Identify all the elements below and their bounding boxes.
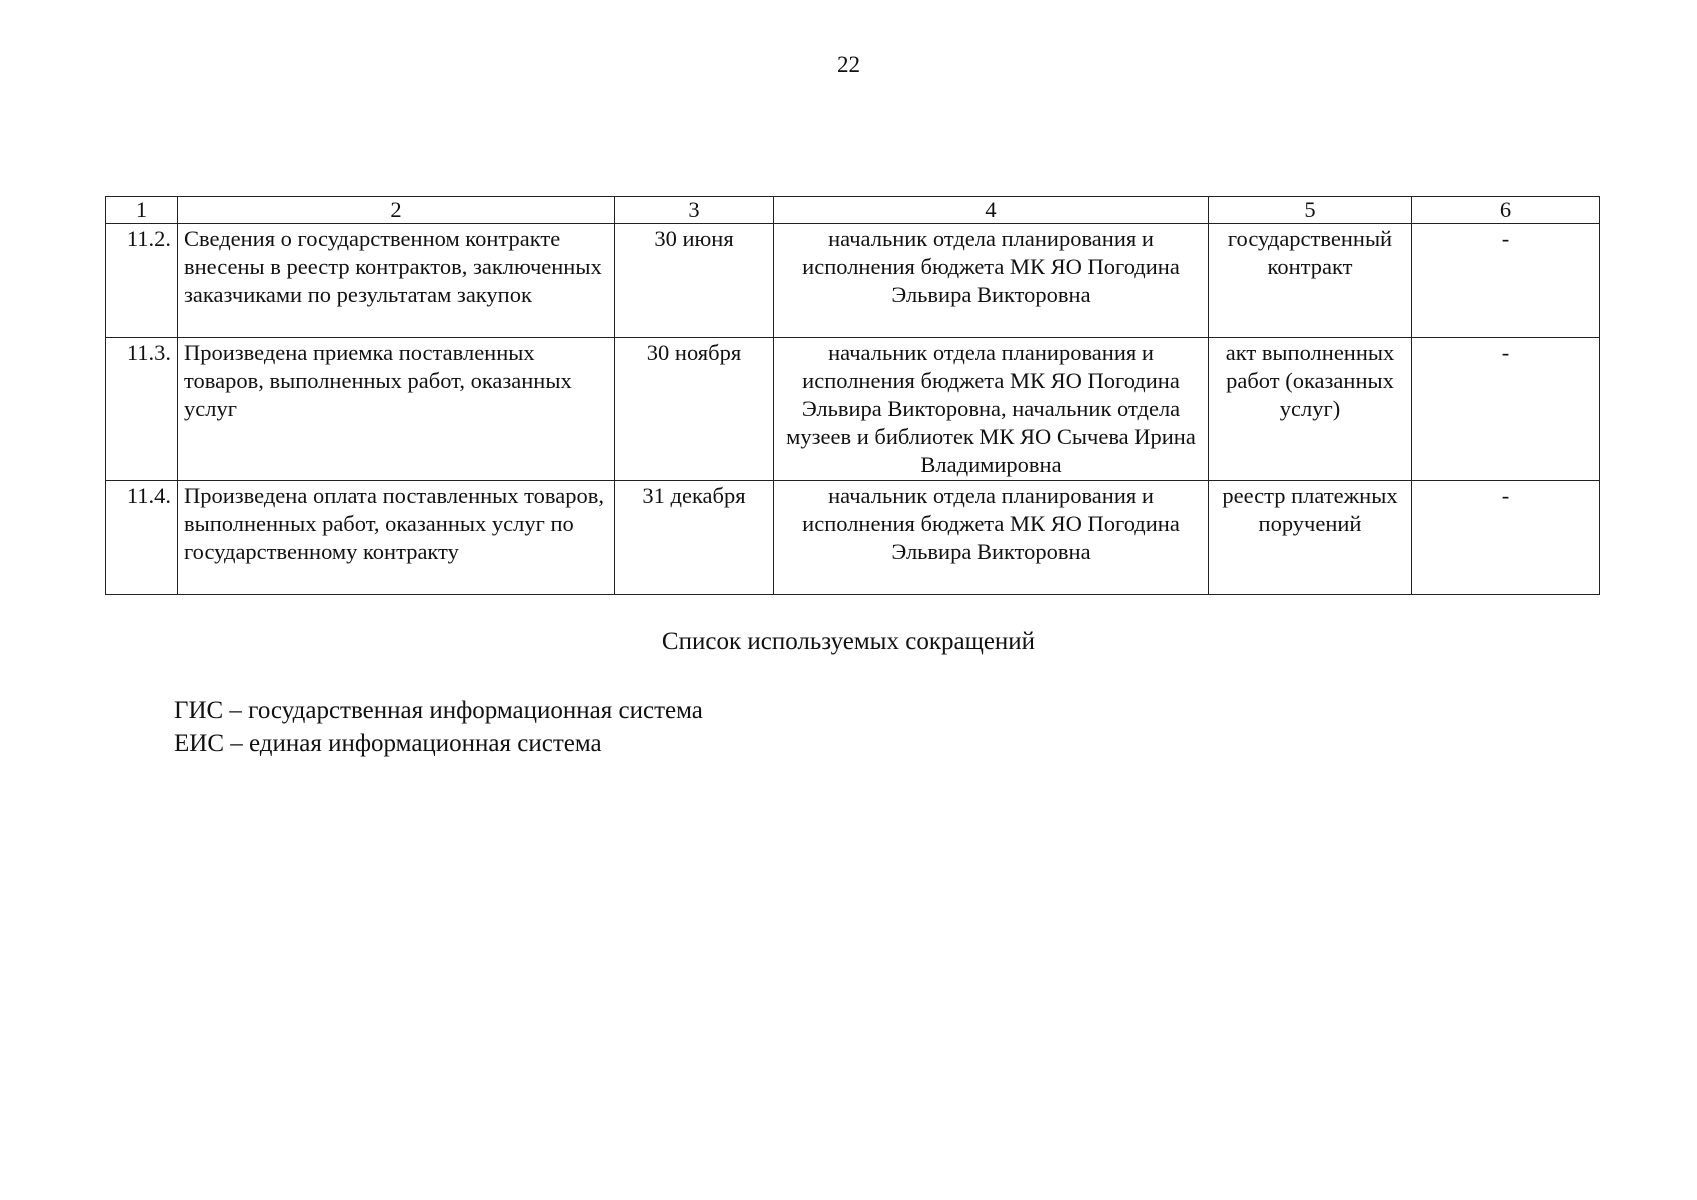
document-cell: реестр платежных поручений [1209,481,1412,595]
plan-table [105,196,1600,595]
abbreviations-list [174,694,703,760]
date-cell: 30 ноября [615,338,774,481]
note-cell: - [1412,224,1600,338]
note-cell: - [1412,481,1600,595]
row-number: 11.3. [106,338,178,481]
column-number-6: 6 [1412,197,1600,224]
date-cell: 30 июня [615,224,774,338]
event-cell: Сведения о государственном контракте внесены в реестр контрактов, заключенных заказчиками по результатам закупок [178,224,615,338]
table-row [106,224,1600,338]
abbreviation-gis: ГИС – государственная информационная система [174,697,703,724]
page-number: 22 [837,52,860,77]
date-cell: 31 декабря [615,481,774,595]
responsible-cell: начальник отдела планирования и исполнения бюджета МК ЯО Погодина Эльвира Викторовна [774,481,1209,595]
document-cell: акт выполненных работ (оказанных услуг) [1209,338,1412,481]
column-number-3: 3 [615,197,774,224]
abbreviations-title: Список используемых сокращений [661,628,1036,655]
abbreviation-eis: ЕИС – единая информационная система [174,730,602,757]
column-number-2: 2 [178,197,615,224]
table-row [106,338,1600,481]
document-cell: государственный контракт [1209,224,1412,338]
responsible-cell: начальник отдела планирования и исполнения бюджета МК ЯО Погодина Эльвира Викторовна, начальник отдела музеев и библиотек МК ЯО Сычева Ирина Владимировна [774,338,1209,481]
column-number-5: 5 [1209,197,1412,224]
column-number-4: 4 [774,197,1209,224]
row-number: 11.4. [106,481,178,595]
note-cell: - [1412,338,1600,481]
event-cell: Произведена оплата поставленных товаров, выполненных работ, оказанных услуг по государственному контракту [178,481,615,595]
event-cell: Произведена приемка поставленных товаров, выполненных работ, оказанных услуг [178,338,615,481]
column-number-1: 1 [106,197,178,224]
table-header-row [106,197,1600,224]
table-row [106,481,1600,595]
row-number: 11.2. [106,224,178,338]
responsible-cell: начальник отдела планирования и исполнения бюджета МК ЯО Погодина Эльвира Викторовна [774,224,1209,338]
